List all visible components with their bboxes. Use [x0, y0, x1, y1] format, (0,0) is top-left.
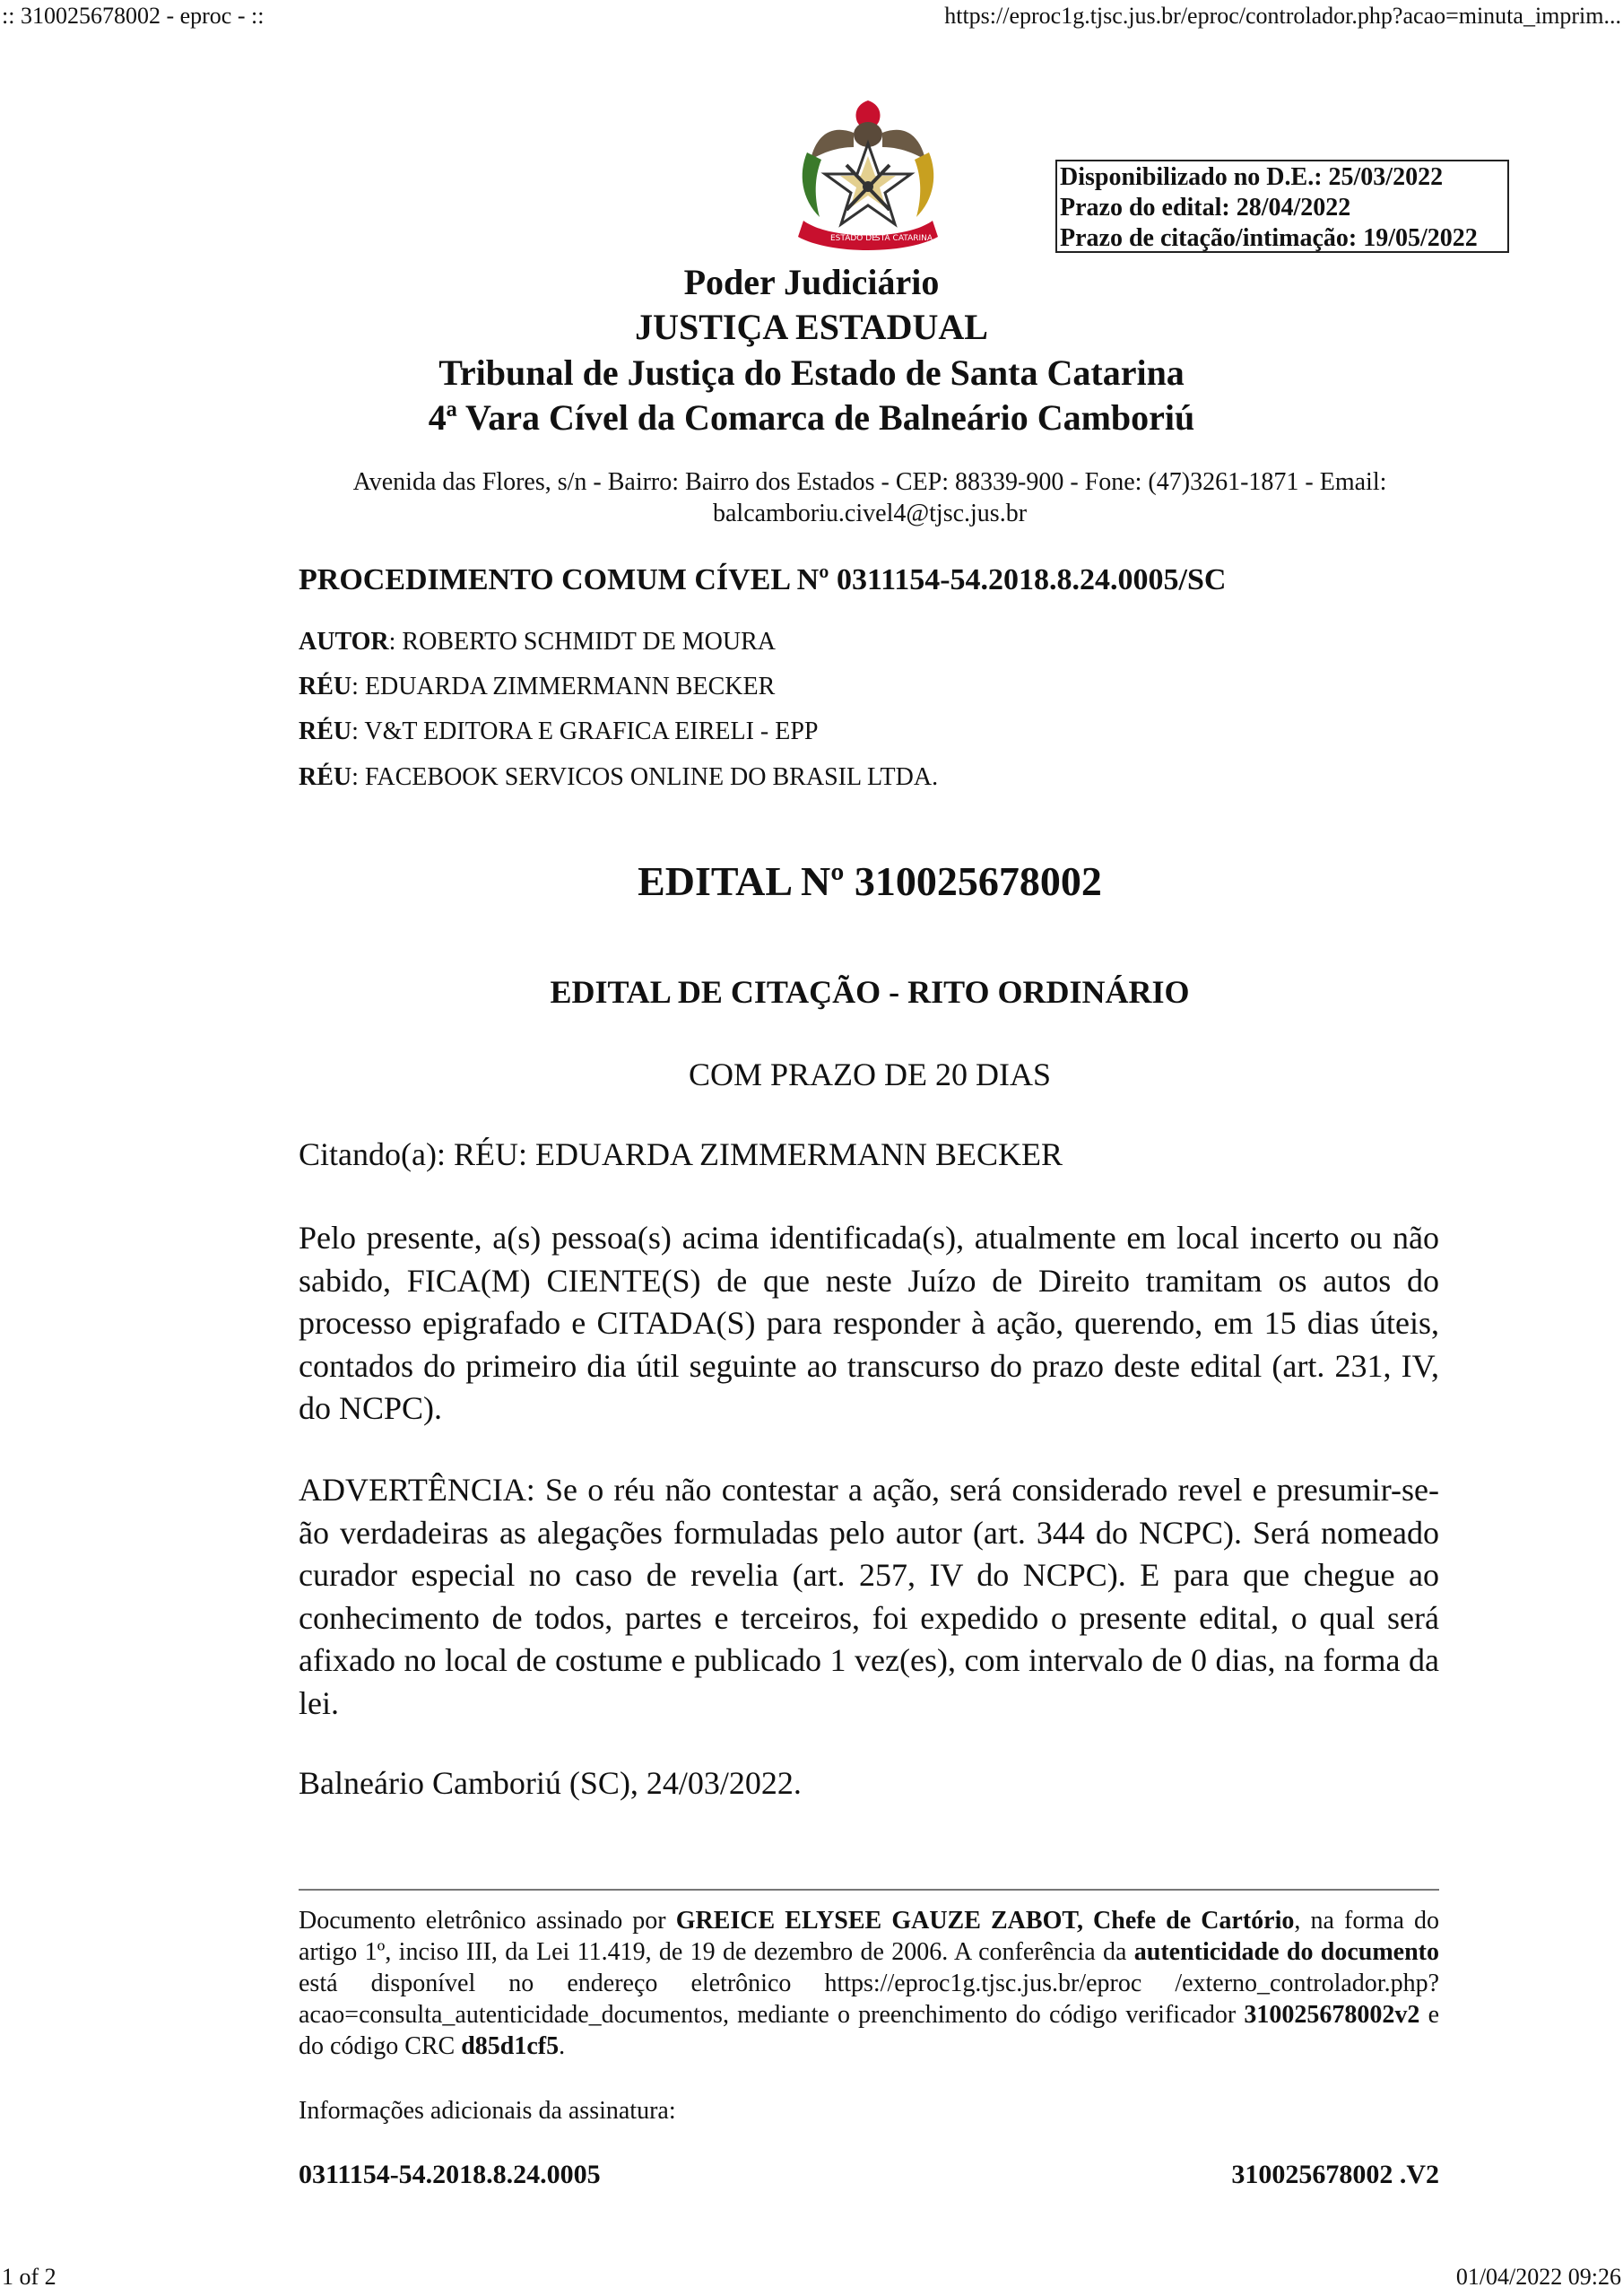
- court-address: Avenida das Flores, s/n - Bairro: Bairro dos Estados - CEP: 88339-900 - Fone: (47)3261-1871 - Email: balcamboriu.civel4@tjsc.jus.br: [352, 468, 1387, 527]
- edital-paragraph-summons: Pelo presente, a(s) pessoa(s) acima identificada(s), atualmente em local incerto ou não sabido, FICA(M) CIENTE(S) de que neste Juízo de Direito tramitam os autos do processo epigrafado e CITADA(S) para responder à ação, querendo, em 15 dias úteis, contados do primeiro dia útil seguinte ao transcurso do prazo deste edital (art. 231, IV, do NCPC).: [299, 1220, 1439, 1426]
- edital-paragraph-warning: ADVERTÊNCIA: Se o réu não contestar a ação, será considerado revel e presumir-se-ão verdadeiras as alegações formuladas pelo autor (art. 344 do NCPC). Será nomeado curador especial no caso de revelia (art. 257, IV do NCPC). E para que chegue ao conhecimento de todos, partes e terceiros, foi expedido o presente edital, o qual será afixado no local de costume e publicado 1 vez(es), com intervalo de 0 dias, na forma da lei.: [299, 1472, 1439, 1721]
- procedure-number: PROCEDIMENTO COMUM CÍVEL Nº 0311154-54.2018.8.24.0005/SC: [299, 563, 1227, 596]
- signature-text: Documento eletrônico assinado por: [299, 1907, 676, 1935]
- cited-party: Citando(a): RÉU: EDUARDA ZIMMERMANN BECKER: [299, 1136, 1063, 1172]
- de-citation-deadline: Prazo de citação/intimação: 19/05/2022: [1060, 224, 1478, 252]
- crest-ribbon-right: STA CATARINA: [875, 234, 933, 243]
- authenticity-label: autenticidade do documento: [1133, 1938, 1439, 1966]
- footer-divider: [299, 1889, 1439, 1891]
- additional-signature-info: Informações adicionais da assinatura:: [299, 2097, 676, 2125]
- edital-deadline: COM PRAZO DE 20 DIAS: [688, 1057, 1052, 1092]
- party-name: : EDUARDA ZIMMERMANN BECKER: [352, 673, 776, 700]
- print-page-number: 1 of 2: [2, 2264, 56, 2290]
- court-power: Poder Judiciário: [683, 262, 940, 302]
- footer-document-version: 310025678002 .V2: [1231, 2160, 1439, 2189]
- party-line: [299, 628, 776, 657]
- edital-subtitle: EDITAL DE CITAÇÃO - RITO ORDINÁRIO: [550, 974, 1190, 1010]
- signature-note: [299, 1905, 1439, 2062]
- party-name: : FACEBOOK SERVICOS ONLINE DO BRASIL LTDA.: [352, 763, 939, 791]
- party-role: RÉU: [299, 718, 352, 745]
- signer-name: GREICE ELYSEE GAUZE ZABOT, Chefe de Cartório: [675, 1907, 1295, 1935]
- party-line: [299, 718, 819, 746]
- party-role: RÉU: [299, 673, 352, 700]
- party-role: RÉU: [299, 763, 352, 791]
- party-line: [299, 673, 775, 701]
- de-availability-date: Disponibilizado no D.E.: 25/03/2022: [1060, 163, 1444, 191]
- print-datetime: 01/04/2022 09:26: [1455, 2264, 1621, 2290]
- de-edital-deadline: Prazo do edital: 28/04/2022: [1060, 194, 1351, 222]
- court-tribunal: Tribunal de Justiça do Estado de Santa Catarina: [438, 352, 1185, 393]
- party-name: : ROBERTO SCHMIDT DE MOURA: [388, 628, 776, 656]
- electronic-journal-box: [1055, 160, 1509, 253]
- signature-text: está disponível no endereço eletrônico https://eproc1g.tjsc.jus.br/eproc /externo_controlador.php?acao=consulta_autenticidade_documentos, mediante o preenchimento do código verificador: [299, 1970, 1439, 2029]
- place-and-date: Balneário Camboriú (SC), 24/03/2022.: [299, 1765, 802, 1801]
- footer-process-number: 0311154-54.2018.8.24.0005: [299, 2160, 601, 2189]
- party-role: AUTOR: [299, 628, 389, 656]
- party-name: : V&T EDITORA E GRAFICA EIRELI - EPP: [352, 718, 819, 745]
- court-justice: JUSTIÇA ESTADUAL: [635, 307, 988, 347]
- print-header-title: :: 310025678002 - eproc - ::: [2, 3, 265, 29]
- print-header-url: https://eproc1g.tjsc.jus.br/eproc/controlador.php?acao=minuta_imprim...: [944, 3, 1621, 29]
- verifier-code: 310025678002v2: [1244, 2001, 1420, 2029]
- santa-catarina-coat-of-arms-icon: [794, 97, 942, 255]
- court-vara: 4ª Vara Cível da Comarca de Balneário Camboriú: [428, 397, 1195, 438]
- crc-code: d85d1cf5: [461, 2032, 560, 2060]
- edital-title: EDITAL Nº 310025678002: [638, 858, 1102, 904]
- signature-text: e do código CRC: [299, 2001, 1440, 2060]
- crest-ribbon-left: ESTADO DE: [830, 234, 877, 243]
- signature-text: .: [559, 2032, 566, 2060]
- signature-text: , na forma do artigo 1º, inciso III, da Lei 11.419, de 19 de dezembro de 2006. A conferência da: [299, 1907, 1439, 1966]
- party-line: [299, 763, 938, 792]
